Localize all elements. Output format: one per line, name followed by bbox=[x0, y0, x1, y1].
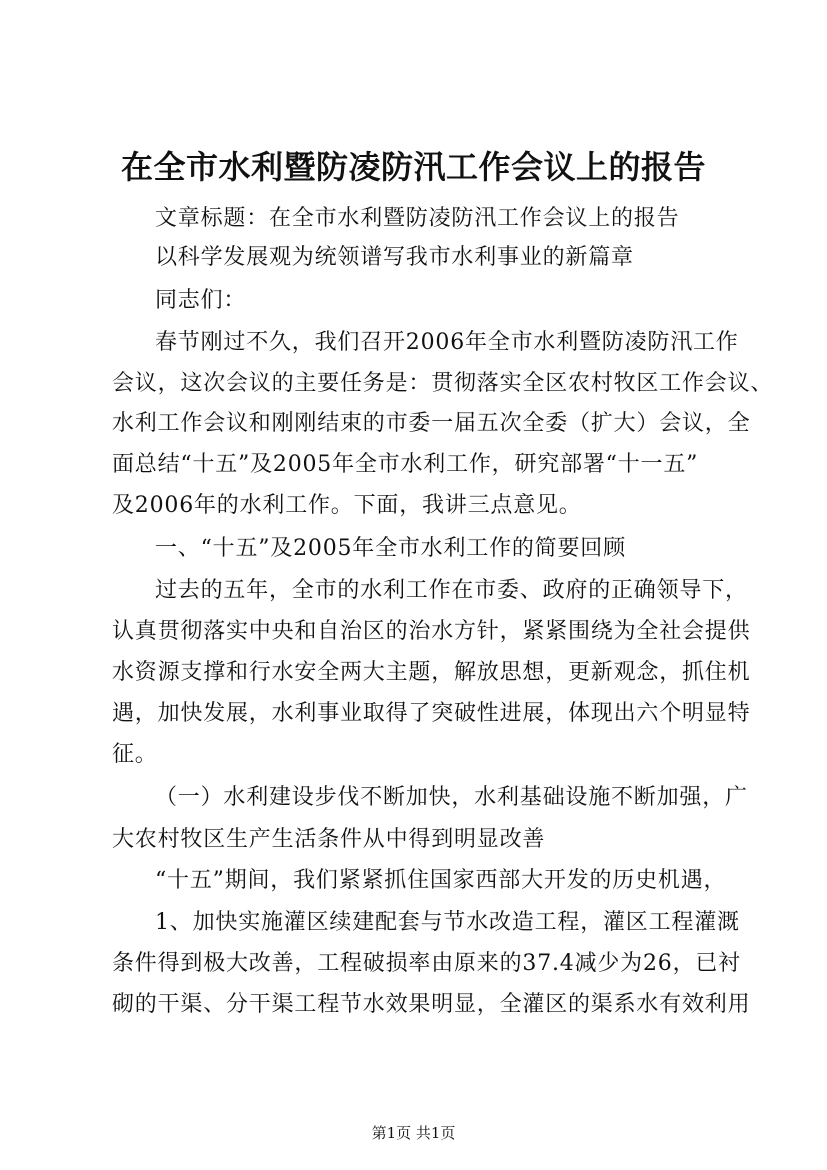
paragraph-line: 面总结“十五”及2005年全市水利工作，研究部署“十一五” bbox=[112, 452, 699, 477]
paragraph-line: 征。 bbox=[112, 742, 158, 767]
paragraph-line: 砌的干渠、分干渠工程节水效果明显，全灌区的渠系水有效利用 bbox=[112, 992, 751, 1017]
paragraph-line: 及2006年的水利工作。下面，我讲三点意见。 bbox=[112, 493, 582, 518]
paragraph-line: 条件得到极大改善，工程破损率由原来的37.4减少为26，已衬 bbox=[112, 951, 741, 976]
paragraph-line: 水资源支撑和行水安全两大主题，解放思想，更新观念，抓住机 bbox=[112, 660, 751, 685]
paragraph-line: 1、加快实施灌区续建配套与节水改造工程，灌区工程灌溉 bbox=[155, 910, 740, 935]
paragraph-line: 文章标题：在全市水利暨防凌防汛工作会议上的报告 bbox=[155, 206, 680, 231]
paragraph-line: “十五”期间，我们紧紧抓住国家西部大开发的历史机遇， bbox=[155, 868, 727, 893]
document-title: 在全市水利暨防凌防汛工作会议上的报告 bbox=[120, 148, 706, 186]
subsection-heading-continued: 大农村牧区生产生活条件从中得到明显改善 bbox=[112, 827, 546, 852]
section-heading: 一、“十五”及2005年全市水利工作的简要回顾 bbox=[155, 536, 626, 561]
subsection-heading: （一）水利建设步伐不断加快，水利基础设施不断加强，广 bbox=[155, 785, 748, 810]
paragraph-line: 以科学发展观为统领谱写我市水利事业的新篇章 bbox=[155, 245, 634, 270]
paragraph-line: 遇，加快发展，水利事业取得了突破性进展，体现出六个明显特 bbox=[112, 701, 751, 726]
paragraph-line: 过去的五年，全市的水利工作在市委、政府的正确领导下， bbox=[155, 578, 748, 603]
paragraph-line: 春节刚过不久，我们召开2006年全市水利暨防凌防汛工作 bbox=[155, 330, 739, 355]
paragraph-line: 水利工作会议和刚刚结束的市委一届五次全委（扩大）会议，全 bbox=[112, 411, 751, 436]
paragraph-line: 同志们： bbox=[155, 288, 247, 313]
paragraph-line: 会议，这次会议的主要任务是：贯彻落实全区农村牧区工作会议、 bbox=[112, 371, 774, 396]
paragraph-line: 认真贯彻落实中央和自治区的治水方针，紧紧围绕为全社会提供 bbox=[112, 619, 751, 644]
page-footer: 第1页 共1页 bbox=[371, 1124, 456, 1142]
